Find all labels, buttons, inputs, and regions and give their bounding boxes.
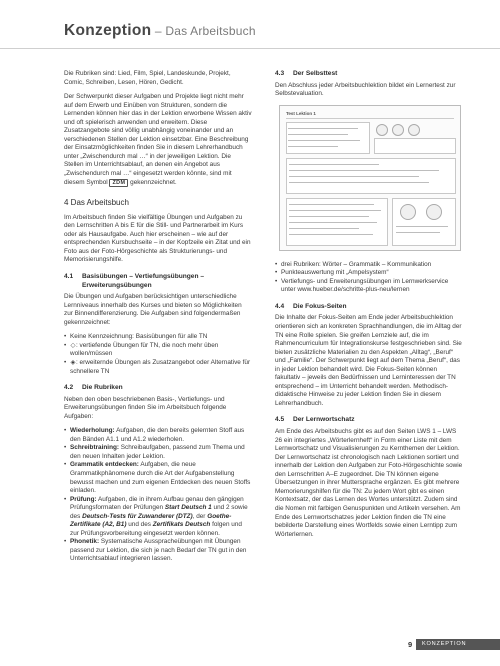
thumbnail-text-line	[289, 164, 379, 165]
thumbnail-text-line	[289, 210, 381, 211]
list-item-text: und des	[126, 521, 153, 529]
exam-name: Zertifikats Deutsch	[152, 521, 211, 529]
bullet: •	[64, 495, 67, 503]
bullet: •	[64, 444, 67, 452]
subheading-number: 4.2	[64, 384, 74, 392]
paragraph-rubriken-intro: Neben den oben beschriebenen Basis-, Vertiefungs- und Erweiterungsübungen finden Sie im Arbeitsbuch folgende Aufgaben:	[64, 395, 227, 420]
subheading-text: Die Rubriken	[82, 384, 123, 392]
subheading-4-5	[275, 416, 463, 425]
subheading-text: Die Fokus-Seiten	[293, 302, 347, 310]
thumbnail-illustration	[426, 204, 442, 220]
list-item-term: Schreibtraining:	[70, 444, 120, 452]
header-title: Konzeption	[64, 22, 152, 39]
thumbnail-exercise-box	[392, 198, 456, 246]
bullet: •	[275, 269, 278, 277]
paragraph-rubriken: Die Rubriken sind: Lied, Film, Spiel, Landeskunde, Projekt, Comic, Schreiben, Lesen, Hören, Gedicht.	[64, 70, 231, 86]
subheading-4-2	[64, 384, 252, 393]
thumbnail-text-line	[288, 128, 358, 129]
section-heading-arbeitsbuch: 4 Das Arbeitsbuch	[64, 198, 129, 208]
subheading-continuation: Erweiterungsübungen	[82, 281, 152, 289]
bullet: •	[64, 333, 67, 341]
page-number: 9	[408, 640, 413, 649]
list-item-text: , der	[192, 512, 208, 520]
bullet: •	[64, 461, 67, 469]
left-column	[64, 70, 252, 570]
page-header	[0, 0, 500, 49]
list-item	[64, 342, 252, 359]
paragraph-schwerpunkt-text: Der Schwerpunkt dieser Aufgaben und Projekte liegt nicht mehr auf dem Erwerb und Einüben von Strukturen, sondern die Lernenden können hier das in der Lektion erworbene Wissen aktiv und oft spielerisch anwenden und erweitern. Diese Zusatzangebote sind völlig unabhängig voneinander und an verschiedenen Stellen der Lektion einsetzbar. Eine Beschreibung der Einsatzmöglichkeiten finden Sie in diesem Lehrerhandbuch unter „Zwischendurch mal …“ in der jeweiligen Lektion. Die Stellen im Unterrichtsablauf, an denen ein Angebot aus „Zwischendurch mal …“ eingesetzt werden könnte, sind mit diesem Symbol	[64, 93, 252, 186]
thumbnail-text-line	[289, 228, 359, 229]
subheading-text: Der Lernwortschatz	[293, 416, 355, 424]
paragraph-schwerpunkt	[64, 93, 252, 187]
subheading-4-4	[275, 303, 463, 312]
paragraph-schwerpunkt-end: gekennzeichnet.	[130, 178, 177, 186]
list-item-term: Grammatik entdecken:	[70, 461, 139, 469]
list-item-text: Punkteauswertung mit „Ampelsystem“	[281, 269, 389, 277]
thumbnail-illustration	[376, 124, 388, 136]
header-separator: –	[151, 24, 166, 38]
thumbnail-text-line	[289, 234, 373, 235]
list-item	[64, 496, 252, 539]
list-item	[64, 427, 252, 444]
subheading-4-3	[275, 70, 463, 79]
list-item	[64, 333, 252, 342]
bullet: •	[64, 358, 67, 366]
list-item-text: Aufgaben, die in ihrem Aufbau genau den gängigen Prüfungsformaten der Prüfungen	[70, 495, 244, 512]
list-item-term: Wiederholung:	[70, 427, 115, 435]
subheading-number: 4.4	[275, 302, 285, 310]
subheading-4-1	[64, 273, 252, 290]
selbsttest-feature-list	[275, 261, 463, 295]
thumbnail-illustration	[400, 204, 416, 220]
paragraph-lernwortschatz: Am Ende des Arbeitsbuchs gibt es auf den Seiten LWS 1 – LWS 26 ein integriertes „Wörterlernheft“ in Form einer Liste mit dem Lernwortschatz und Visualisierungen zu Kernthemen der Lektion. Der Lernwortschatz ist chronologisch nach Lektionen sortiert und innerhalb der Lektion den Aufgaben zur Foto-Hörgeschichte sowie den Lernschritten A–E zugeordnet. Die TN können eigene Übersetzungen in ihrer Muttersprache ergänzen. Es gibt mehrere Memorierungshilfen für die TN: Zu jedem Wort gibt es einen Kontextsatz, der das Lernen des Wortes unterstützt. Zudem sind die Nomen mit farbigen Genuspunkten und Artikeln versehen. Am Ende des Lernwortschatzes jeder Lektion finden die TN eine bebilderte Darstellung eines Wortfelds sowie einen Lerntipp zum Wörterlernen.	[275, 428, 463, 538]
exam-name: Deutsch-Tests für Zuwanderer (DTZ)	[82, 512, 193, 520]
paragraph-arbeitsbuch: Im Arbeitsbuch finden Sie vielfältige Übungen und Aufgaben zu den Lernschritten A bis E für die Still- und Partnerarbeit im Kurs oder als Hausaufgabe. Auch hier erscheinen – wie auf der entsprechenden Kursbuchseite – in der Kopfzeile ein Zitat und ein Foto aus der Foto-Hörgeschichte als Strukturierungs- und Memorisierungshilfe.	[64, 213, 251, 264]
list-item-text: Schreibaufgaben, passend zum Thema und den neuen Inhalten jeder Lektion.	[70, 444, 245, 460]
thumbnail-text-line	[289, 176, 419, 177]
thumbnail-text-line	[289, 204, 374, 205]
list-item	[64, 359, 252, 376]
list-item-text: : erweiternde Übungen als Zusatzangebot oder Alternative für schnellere TN	[70, 358, 251, 375]
list-item-text: folgen und zur Prüfungsvorbereitung eingesetzt werden können.	[70, 521, 242, 537]
list-item-text: Vertiefungs- und Erweiterungsübungen im Lernwerkservice unter www.hueber.de/schritte-plus-neu/lernen	[281, 277, 449, 294]
thumbnail-text-line	[289, 222, 377, 223]
diamond-filled-icon: ◈	[70, 358, 76, 366]
thumbnail-text-line	[396, 232, 440, 233]
list-item-text: Aufgaben, die neue Grammatikphänomene durch die Art der Aufgabenstellung bewusst machen und zum eigenen Entdecken des neuen Stoffs einladen.	[70, 461, 251, 495]
paragraph-uebungen: Die Übungen und Aufgaben berücksichtigen unterschiedliche Lernniveaus innerhalb des Kurses und bieten so Möglichkeiten zur Binnendifferenzierung. Die Aufgaben sind folgendermaßen gekennzeichnet:	[64, 293, 242, 326]
list-item-text: : vertiefende Übungen für TN, die noch mehr üben wollen/müssen	[70, 341, 219, 358]
list-item-term: Phonetik:	[70, 538, 100, 546]
diamond-outline-icon: ◇	[70, 341, 76, 349]
thumbnail-text-line	[289, 216, 369, 217]
list-item-text: Systematische Ausspracheübungen mit Übungen passend zur Lektion, die sich je nach Bedarf der TN gut in den Unterrichtsablauf integrieren lassen.	[70, 538, 247, 563]
thumbnail-text-line	[288, 134, 348, 135]
footer-section-label: KONZEPTION	[416, 639, 500, 650]
thumbnail-text-line	[396, 226, 448, 227]
list-item	[275, 269, 463, 278]
subheading-text: Der Selbsttest	[293, 70, 338, 77]
paragraph-fokus-seiten: Die Inhalte der Fokus-Seiten am Ende jeder Arbeitsbuchlektion orientieren sich an konkreten Sprachhandlungen, die im Alltag der TN eine Rolle spielen. Sie greifen Lernziele auf, die im Rahmencurriculum für Integrationskurse festgeschrieben sind. Sie bieten zusätzliche Materialien zu den Aspekten „Alltag“, „Beruf“ und „Familie“. Der Schwerpunkt liegt auf dem Thema „Beruf“, das in jeder Lektion behandelt wird. Die Fokus-Seiten können fakultativ – jeweils den Bedürfnissen und Lerninteressen der TN entsprechend – im Unterricht behandelt werden. Methodisch-didaktische Hinweise zu jeder Lektion finden Sie in diesem Lehrerhandbuch.	[275, 314, 462, 407]
thumbnail-text-line	[289, 170, 439, 171]
bullet: •	[64, 341, 67, 349]
list-item	[275, 261, 463, 270]
right-column	[275, 70, 463, 545]
subheading-number: 4.1	[64, 272, 74, 280]
bullet: •	[64, 427, 67, 435]
list-item-term: Prüfung:	[70, 495, 97, 503]
paragraph-selbsttest: Den Abschluss jeder Arbeitsbuchlektion bildet ein Lernertest zur Selbstevaluation.	[275, 81, 456, 98]
list-item-text: und 2 sowie des	[70, 504, 248, 520]
selbsttest-page-thumbnail	[279, 105, 461, 251]
list-item-text: drei Rubriken: Wörter – Grammatik – Kommunikation	[281, 260, 432, 268]
list-item	[64, 444, 252, 461]
zdm-symbol: ZDM	[109, 179, 128, 187]
page-title	[64, 22, 256, 40]
bullet: •	[275, 277, 278, 285]
list-item-text: Aufgaben, die den bereits gelernten Stoff aus den Bänden A1.1 und A1.2 wiederholen.	[70, 427, 245, 443]
thumbnail-text-line	[288, 140, 360, 141]
bullet: •	[64, 538, 67, 546]
thumbnail-header: Test Lektion 1	[286, 111, 454, 119]
list-item	[275, 278, 463, 295]
rubriken-list	[64, 427, 252, 564]
thumbnail-illustration	[392, 124, 404, 136]
list-item	[64, 538, 252, 564]
list-item	[64, 461, 252, 495]
thumbnail-illustration	[408, 124, 420, 136]
header-subtitle: Das Arbeitsbuch	[165, 24, 256, 38]
exercise-level-list	[64, 333, 252, 376]
exam-name: Goethe-Zertifikate (A2, B1)	[70, 512, 232, 529]
exam-name: Start Deutsch 1	[164, 504, 212, 512]
thumbnail-text-line	[289, 182, 429, 183]
thumbnail-exercise-box	[374, 138, 456, 154]
subheading-number: 4.5	[275, 416, 285, 424]
thumbnail-text-line	[288, 146, 338, 147]
list-item-text: Keine Kennzeichnung: Basisübungen für alle TN	[70, 333, 208, 341]
bullet: •	[275, 260, 278, 268]
subheading-number: 4.3	[275, 70, 285, 77]
thumbnail-exercise-box	[286, 122, 370, 154]
subheading-text: Basisübungen – Vertiefungsübungen –	[82, 272, 205, 280]
